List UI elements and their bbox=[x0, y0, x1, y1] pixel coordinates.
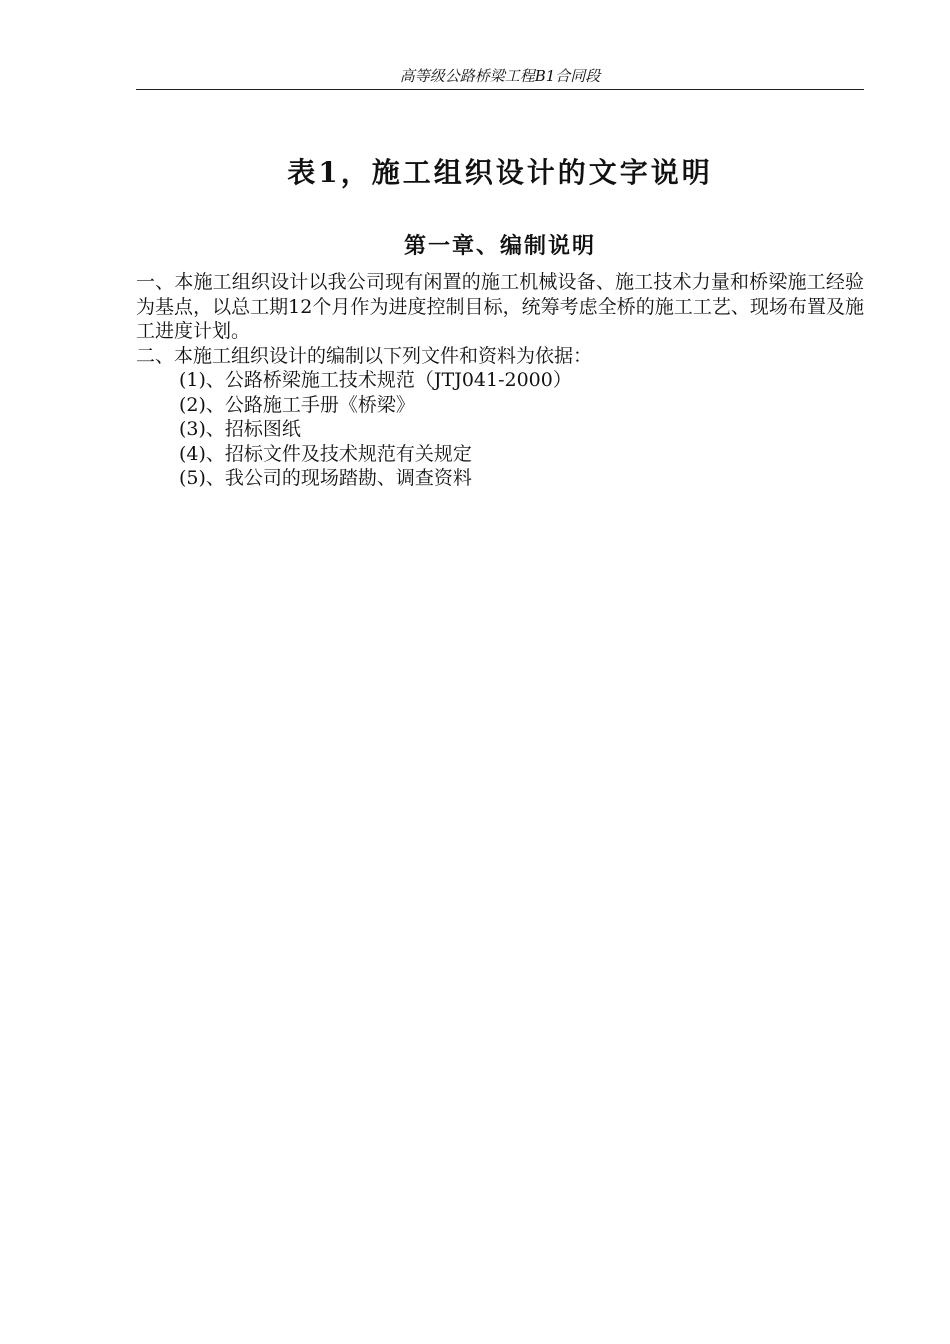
list-item: (2)、公路施工手册《桥梁》 bbox=[179, 393, 415, 416]
document-body bbox=[136, 270, 864, 491]
paragraph-one: 一、本施工组织设计以我公司现有闲置的施工机械设备、施工技术力量和桥梁施工经验为基点，以总工期12个月作为进度控制目标，统筹考虑全桥的施工工艺、现场布置及施工进度计划。 bbox=[136, 271, 864, 342]
page-header bbox=[136, 66, 864, 90]
list-item: (1)、公路桥梁施工技术规范（JTJ041-2000） bbox=[179, 369, 572, 391]
chapter-heading: 第一章、编制说明 bbox=[403, 233, 596, 259]
list-item: (5)、我公司的现场踏勘、调查资料 bbox=[179, 467, 472, 489]
page-title: 表1，施工组织设计的文字说明 bbox=[287, 156, 713, 189]
paragraph-two: 二、本施工组织设计的编制以下列文件和资料为依据： bbox=[136, 344, 593, 367]
basis-list bbox=[136, 368, 864, 491]
running-title: 高等级公路桥梁工程B1合同段 bbox=[399, 67, 601, 85]
list-item: (3)、招标图纸 bbox=[179, 418, 301, 440]
list-item: (4)、招标文件及技术规范有关规定 bbox=[179, 442, 472, 465]
